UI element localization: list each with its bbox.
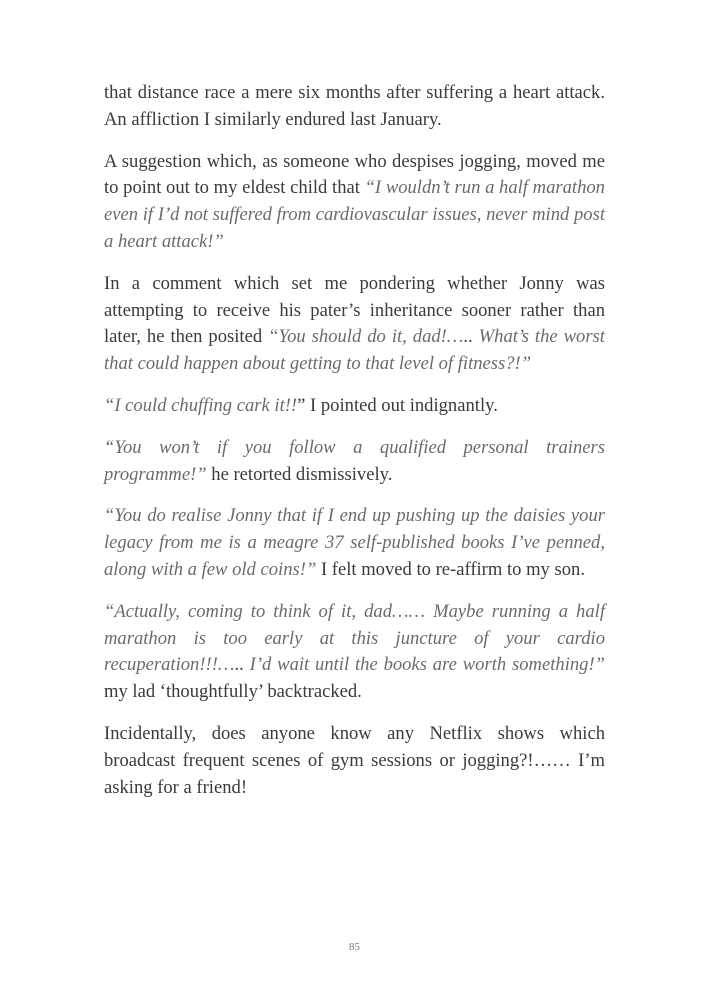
page-body — [104, 80, 605, 816]
quote-segment: “You should do it, dad!… — [268, 326, 464, 348]
text-segment: he retorted dismissively. — [206, 463, 393, 485]
paragraph-3 — [104, 271, 605, 378]
text-segment: .. — [463, 326, 479, 348]
text-segment: my lad ‘thoughtfully’ backtracked. — [104, 681, 362, 703]
quote-segment: What’s the worst that could happen about getting to that level of fitness?!” — [104, 326, 605, 375]
text-segment: A suggestion which, as someone who despises jogging, moved me to point out to my eldest child that — [104, 150, 605, 199]
paragraph-8 — [104, 721, 605, 801]
paragraph-5 — [104, 435, 605, 489]
quote-segment: “Actually, coming to think of it, dad…… Maybe running a half marathon is too early at this juncture of your cardio recuperation!!!… — [104, 600, 605, 676]
text-segment: ” I pointed out indignantly. — [297, 394, 498, 416]
paragraph-4 — [104, 393, 605, 420]
paragraph-1 — [104, 80, 605, 134]
text-segment: I felt moved to re-affirm to my son. — [316, 558, 585, 580]
paragraph-2 — [104, 149, 605, 256]
quote-segment: “I wouldn’t run a half marathon even if I’d not suffered from cardiovascular issues, never mind post a heart attack!” — [104, 177, 605, 252]
quote-segment: “I could chuffing cark it!! — [104, 394, 298, 416]
text-segment: Incidentally, does anyone know any Netflix shows which broadcast frequent scenes of gym sessions or jogging?!…… I’m asking for a friend! — [104, 722, 605, 798]
page-number: 85 — [349, 941, 360, 953]
quote-segment: “You won’t if you follow a qualified personal trainers programme!” — [104, 436, 605, 485]
paragraph-7 — [104, 599, 605, 706]
text-segment: .. — [234, 654, 250, 676]
text-segment: that distance race a mere six months after suffering a heart attack. An affliction I similarly endured last January. — [104, 82, 605, 130]
quote-segment: “You do realise Jonny that if I end up pushing up the daisies your legacy from me is a meagre 37 self-published books I’ve penned, along with a few old coins!” — [104, 505, 605, 580]
paragraph-6 — [104, 503, 605, 583]
quote-segment: I’d wait until the books are worth something!” — [249, 654, 605, 676]
text-segment: In a comment which set me pondering whether Jonny was attempting to receive his pater’s inheritance sooner rather than later, he then posited — [104, 272, 605, 348]
